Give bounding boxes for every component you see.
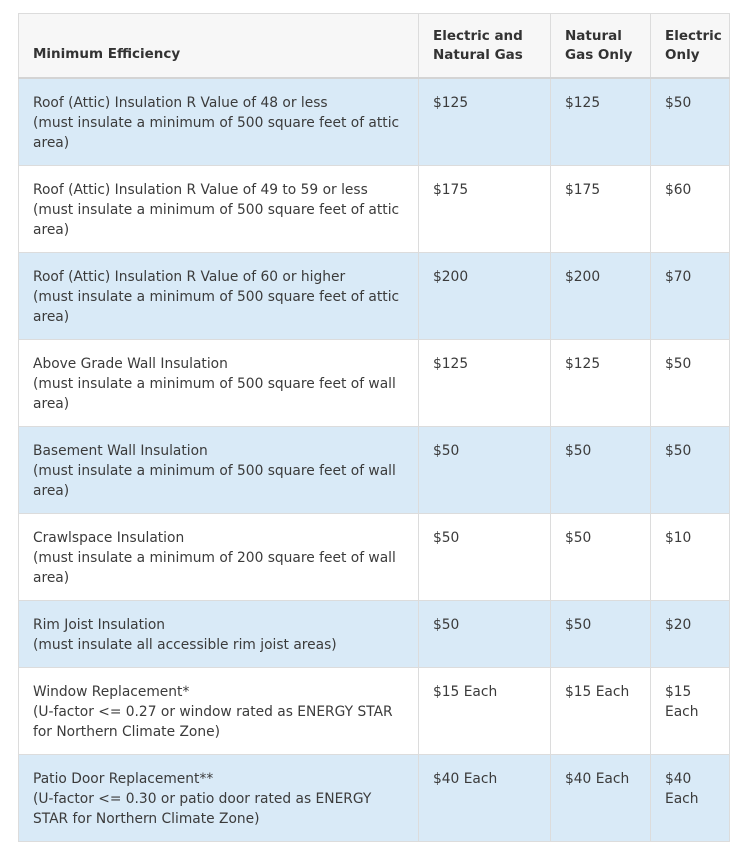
rebate-gas-only: $50 [551,426,651,513]
rebate-electric-gas: $15 Each [419,667,551,754]
rebate-electric-only: $70 [651,252,730,339]
rebate-electric-gas: $40 Each [419,754,551,841]
measure-cell [19,252,419,339]
measure-cell [19,426,419,513]
rebate-electric-only: $10 [651,513,730,600]
table-row [19,252,730,339]
rebate-gas-only: $15 Each [551,667,651,754]
measure-cell [19,165,419,252]
table-row [19,600,730,667]
measure-title: Roof (Attic) Insulation R Value of 48 or less [33,95,328,111]
measure-title: Basement Wall Insulation [33,442,208,459]
measure-detail: (must insulate all accessible rim joist areas) [33,636,337,653]
rebate-gas-only: $50 [551,600,651,667]
rebate-electric-only: $20 [651,600,730,667]
rebate-electric-only: $60 [651,165,730,252]
measure-cell [19,339,419,426]
header-electric-only: Electric Only [651,14,730,79]
rebate-electric-only: $40 Each [651,754,730,841]
measure-detail: (must insulate a minimum of 500 square feet of attic area) [33,115,400,151]
measure-title: Rim Joist Insulation [33,616,166,633]
rebate-electric-gas: $175 [419,165,551,252]
rebate-electric-gas: $50 [419,426,551,513]
header-natural-gas-only: Natural Gas Only [551,14,651,79]
measure-title: Roof (Attic) Insulation R Value of 60 or higher [33,268,346,285]
rebate-gas-only: $125 [551,339,651,426]
rebate-electric-gas: $50 [419,513,551,600]
header-electric-and-natural-gas: Electric and Natural Gas [419,14,551,79]
rebate-gas-only: $125 [551,78,651,165]
rebate-gas-only: $175 [551,165,651,252]
measure-cell [19,754,419,841]
rebate-gas-only: $40 Each [551,754,651,841]
table-row [19,513,730,600]
table-row [19,426,730,513]
measure-title: Roof (Attic) Insulation R Value of 49 to 59 or less [33,181,368,198]
rebate-electric-only: $50 [651,426,730,513]
rebate-electric-gas: $200 [419,252,551,339]
measure-title: Crawlspace Insulation [33,529,185,546]
rebate-electric-only: $15 Each [651,667,730,754]
table-row [19,339,730,426]
table-row [19,78,730,165]
measure-detail: (must insulate a minimum of 500 square feet of attic area) [33,201,400,238]
table-row [19,667,730,754]
table-row [19,165,730,252]
measure-cell [19,513,419,600]
rebate-electric-gas: $125 [419,78,551,165]
measure-title: Patio Door Replacement** [33,770,214,787]
header-minimum-efficiency: Minimum Efficiency [19,14,419,79]
measure-title: Above Grade Wall Insulation [33,355,228,372]
measure-cell [19,78,419,165]
measure-detail: (U-factor <= 0.30 or patio door rated as ENERGY STAR for Northern Climate Zone) [33,790,372,827]
measure-title: Window Replacement* [33,683,190,700]
measure-detail: (U-factor <= 0.27 or window rated as ENERGY STAR for Northern Climate Zone) [33,703,393,740]
measure-detail: (must insulate a minimum of 500 square feet of wall area) [33,462,396,499]
measure-detail: (must insulate a minimum of 200 square feet of wall area) [33,549,396,586]
measure-cell [19,667,419,754]
measure-cell [19,600,419,667]
header-row [19,14,730,79]
measure-detail: (must insulate a minimum of 500 square feet of wall area) [33,375,396,412]
table-row [19,754,730,841]
measure-detail: (must insulate a minimum of 500 square feet of attic area) [33,288,400,325]
rebate-electric-gas: $50 [419,600,551,667]
rebate-electric-only: $50 [651,339,730,426]
rebate-gas-only: $200 [551,252,651,339]
rebate-electric-only: $50 [651,78,730,165]
rebate-electric-gas: $125 [419,339,551,426]
rebate-table-container [18,13,729,842]
rebate-table [18,13,730,842]
rebate-gas-only: $50 [551,513,651,600]
